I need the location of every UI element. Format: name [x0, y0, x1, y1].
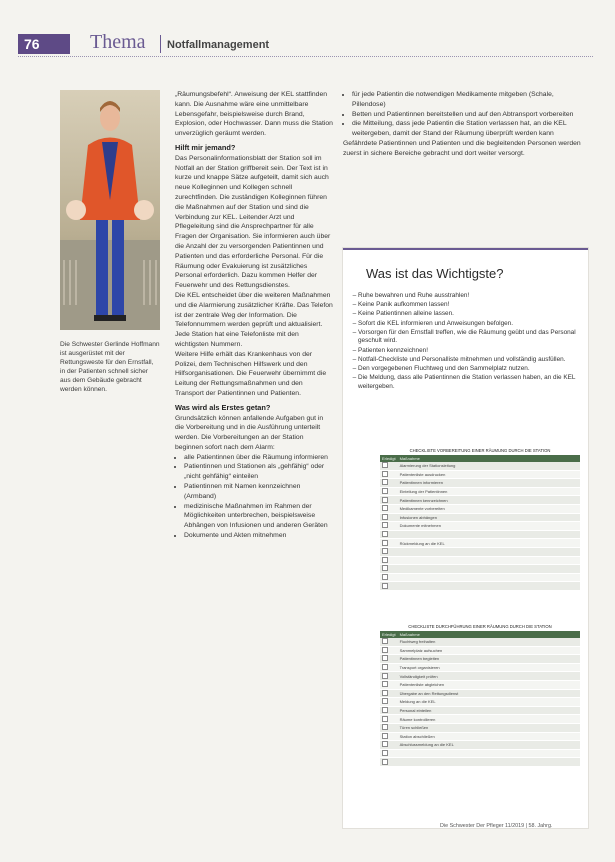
column-header: Maßnahme [398, 455, 580, 462]
table-cell: Patientenliste ausdrucken [398, 470, 580, 479]
article-column-1 [175, 90, 333, 541]
checkbox[interactable] [382, 497, 388, 503]
table-cell: Patientenliste abgleichen [398, 680, 580, 689]
table-cell [398, 582, 580, 591]
table-cell: Einteilung der Patientinnen [398, 487, 580, 496]
table-row [380, 513, 580, 522]
column-header: Maßnahme [398, 631, 580, 638]
page-footer: Die Schwester Der Pfleger 11/2019 | 58. Jahrg. [440, 823, 553, 829]
checkbox[interactable] [382, 681, 388, 687]
table-row [380, 655, 580, 664]
bullet-list [175, 453, 333, 541]
header-rule [18, 56, 593, 57]
list-item: – Vorsorgen für den Ernstfall treffen, wie die Räumung geübt und das Personal geschult wird. [358, 329, 588, 346]
table-cell [398, 749, 580, 758]
table-cell [398, 530, 580, 539]
checkbox[interactable] [382, 707, 388, 713]
list-item: – Keine Patientinnen alleine lassen. [358, 310, 588, 319]
checkbox[interactable] [382, 462, 388, 468]
bullet-list [343, 90, 583, 139]
table-row [380, 547, 580, 556]
table-row [380, 638, 580, 646]
page-number: 76 [24, 36, 40, 52]
checkbox[interactable] [382, 759, 388, 765]
table-row [380, 470, 580, 479]
list-item: – Den vorgegebenen Fluchtweg und den Sammelplatz nutzen. [358, 365, 588, 374]
checklist-title: CHECKLISTE DURCHFÜHRUNG EINER RÄUMUNG DURCH DIE STATION [408, 624, 552, 629]
table-row [380, 530, 580, 539]
list-item: – Keine Panik aufkommen lassen! [358, 301, 588, 310]
table-row [380, 479, 580, 488]
photo-caption: Die Schwester Gerlinde Hoffmann ist ausgerüstet mit der Rettungsweste für den Ernstfall, in der Patienten schnell sicher aus dem Gebäude gebracht werden können. [60, 341, 160, 393]
checkbox[interactable] [382, 557, 388, 563]
checklist-title: CHECKLISTE VORBEREITUNG EINER RÄUMUNG DURCH DIE STATION [409, 448, 551, 453]
table-cell [398, 556, 580, 565]
checkbox[interactable] [382, 583, 388, 589]
info-box-list [348, 292, 588, 392]
table-cell: Vollständigkeit prüfen [398, 672, 580, 681]
table-row [380, 496, 580, 505]
table-cell: Dokumente mitnehmen [398, 522, 580, 531]
table-cell: Medikamente vorbereiten [398, 504, 580, 513]
table-row [380, 758, 580, 767]
info-box-title: Was ist das Wichtigste? [366, 266, 504, 281]
checkbox[interactable] [382, 655, 388, 661]
checkbox[interactable] [382, 565, 388, 571]
checkbox[interactable] [382, 647, 388, 653]
paragraph: Die KEL entscheidet über die weiteren Maßnahmen und die Alarmierung zusätzlicher Kräfte. Das Telefon ist der zentrale Weg der Information. Die Telefonnummern werden geprüft und aktualisiert. Jede Station hat eine Telefonliste mit den wichtigsten Nummern. [175, 291, 333, 348]
list-item: – Patienten kennzeichnen! [358, 347, 588, 356]
table-row [380, 539, 580, 548]
paragraph: Weitere Hilfe erhält das Krankenhaus von der Polizei, dem Technischen Hilfswerk und den Hilfsorganisationen. Die Feuerwehr übernimmt die Leitung der Rettungsmaßnahmen und den Transport der Patientinnen und Patienten. [175, 350, 327, 397]
table-cell: Infusionen abhängen [398, 513, 580, 522]
checkbox[interactable] [382, 750, 388, 756]
checkbox[interactable] [382, 673, 388, 679]
list-item: • medizinische Maßnahmen im Rahmen der Möglichkeiten unterbrechen, beispielsweise Abhängen von Infusionen und anderen Geräten [184, 502, 333, 531]
checkbox[interactable] [382, 531, 388, 537]
table-row [380, 522, 580, 531]
table-row [380, 646, 580, 655]
paragraph: Das Personalinformationsblatt der Station soll im Notfall an der Station griffbereit sein. Der Text ist in kurze und knappe Sätze aufgeteilt, damit sich auch neue Kolleginnen und Kollegen schnell zurechtfinden. Die zuständigen Kolleginnen führen die Maßnahmen auf der Station und sind die Verbindung zur KEL. Leitender Arzt und Pflegeleitung sind die Ansprechpartner für alle Fragen der Organisation. Sie informieren auch über die Anzahl der zu versorgenden Patientinnen und Patienten und das erforderliche Personal. Für die Räumung oder Evakuierung ist zusätzliches Personal erforderlich. Dazu kommen Helfer der Feuerwehr und des Rettungsdienstes. [175, 154, 331, 290]
table-cell: Patientinnen begleiten [398, 655, 580, 664]
checkbox[interactable] [382, 548, 388, 554]
table-cell: Abschlussmeldung an die KEL [398, 741, 580, 750]
table-cell: Räume kontrollieren [398, 715, 580, 724]
checkbox[interactable] [382, 664, 388, 670]
checkbox[interactable] [382, 698, 388, 704]
table-cell: Türen schließen [398, 723, 580, 732]
list-item: • Dokumente und Akten mitnehmen [184, 531, 333, 541]
table-row [380, 689, 580, 698]
article-column-2 [343, 90, 583, 159]
list-item: • die Mitteilung, dass jede Patientin die Station verlassen hat, an die KEL weitergeben, damit der Stand der Räumung überprüft werden kann [352, 119, 583, 139]
column-header: Erledigt [382, 456, 396, 461]
table-row [380, 723, 580, 732]
table-cell: Station abschließen [398, 732, 580, 741]
subheading: Was wird als Erstes getan? [175, 402, 271, 412]
checklist-execution [380, 624, 580, 767]
checkbox[interactable] [382, 741, 388, 747]
table-cell: Personal einteilen [398, 706, 580, 715]
list-item: • Patientinnen und Stationen als „gehfähig“ oder „nicht gehfähig“ einteilen [184, 462, 333, 482]
section-title: Thema [90, 31, 146, 53]
table-row [380, 462, 580, 470]
list-item: – Ruhe bewahren und Ruhe ausstrahlen! [358, 292, 588, 301]
table-row [380, 741, 580, 750]
table-cell: Transport organisieren [398, 663, 580, 672]
list-item: • Patientinnen mit Namen kennzeichnen (Armband) [184, 482, 333, 502]
table-row [380, 582, 580, 591]
checkbox[interactable] [382, 522, 388, 528]
table-cell [398, 573, 580, 582]
table-cell: Patientinnen kennzeichnen [398, 496, 580, 505]
table-row [380, 504, 580, 513]
table-row [380, 672, 580, 681]
table-cell: Patientinnen informieren [398, 479, 580, 488]
checkbox[interactable] [382, 488, 388, 494]
table-cell [398, 565, 580, 574]
list-item: – Notfall-Checkliste und Personalliste mitnehmen und vollständig ausfüllen. [358, 356, 588, 365]
table-row [380, 663, 580, 672]
table-cell [398, 547, 580, 556]
table-row [380, 565, 580, 574]
checkbox[interactable] [382, 479, 388, 485]
paragraph: „Räumungsbefehl“. Anweisung der KEL stattfinden kann. Die Ausnahme wäre eine unmittelbare Lebensgefahr, beispielsweise durch Brand, Explosion, oder Hochwasser. Dann muss die Station unverzüglich geräumt werden. [175, 91, 333, 138]
paragraph: Gefährdete Patientinnen und Patienten und die begleitenden Personen werden zuerst in sichere Bereiche gebracht und dort weiter versorgt. [343, 139, 581, 157]
table-row [380, 680, 580, 689]
table-cell: Rückmeldung an die KEL [398, 539, 580, 548]
checkbox[interactable] [382, 690, 388, 696]
checklist-preparation [380, 448, 580, 591]
table-row [380, 706, 580, 715]
list-item: • für jede Patientin die notwendigen Medikamente mitgeben (Schale, Pillendose) [352, 90, 583, 110]
table-cell: Sammelplatz aufsuchen [398, 646, 580, 655]
table-cell: Übergabe an den Rettungsdienst [398, 689, 580, 698]
checkbox[interactable] [382, 574, 388, 580]
checkbox[interactable] [382, 733, 388, 739]
checkbox[interactable] [382, 716, 388, 722]
table-row [380, 487, 580, 496]
checkbox[interactable] [382, 514, 388, 520]
table-row [380, 732, 580, 741]
header-divider [160, 35, 161, 53]
table-cell [398, 758, 580, 767]
list-item: – Sofort die KEL informieren und Anweisungen befolgen. [358, 320, 588, 329]
table-row [380, 749, 580, 758]
table-cell: Alarmierung der Stationsleitung [398, 462, 580, 470]
subheading: Hilft mir jemand? [175, 142, 236, 152]
column-header: Erledigt [382, 632, 396, 637]
table-row [380, 556, 580, 565]
photo-nurse-with-vest [60, 90, 160, 330]
checkbox[interactable] [382, 471, 388, 477]
list-item: • Betten und Patientinnen bereitstellen und auf den Abtransport vorbereiten [352, 110, 583, 120]
section-subtitle: Notfallmanagement [167, 39, 270, 51]
checkbox[interactable] [382, 540, 388, 546]
table-row [380, 715, 580, 724]
checkbox[interactable] [382, 638, 388, 644]
table-row [380, 573, 580, 582]
checkbox[interactable] [382, 724, 388, 730]
table-cell: Fluchtweg freihalten [398, 638, 580, 646]
checkbox[interactable] [382, 505, 388, 511]
table-cell: Meldung an die KEL [398, 698, 580, 707]
paragraph: Grundsätzlich können anfallende Aufgaben gut in die Vorbereitung und in die Ausführung unterteilt werden. Die Vorbereitungen an der Station beginnen sofort nach dem Alarm: [175, 414, 324, 451]
table-row [380, 698, 580, 707]
nurse-illustration [60, 90, 160, 330]
list-item: – Die Meldung, dass alle Patientinnen die Station verlassen haben, an die KEL weitergeben. [358, 374, 588, 391]
list-item: • alle Patientinnen über die Räumung informieren [184, 453, 333, 463]
